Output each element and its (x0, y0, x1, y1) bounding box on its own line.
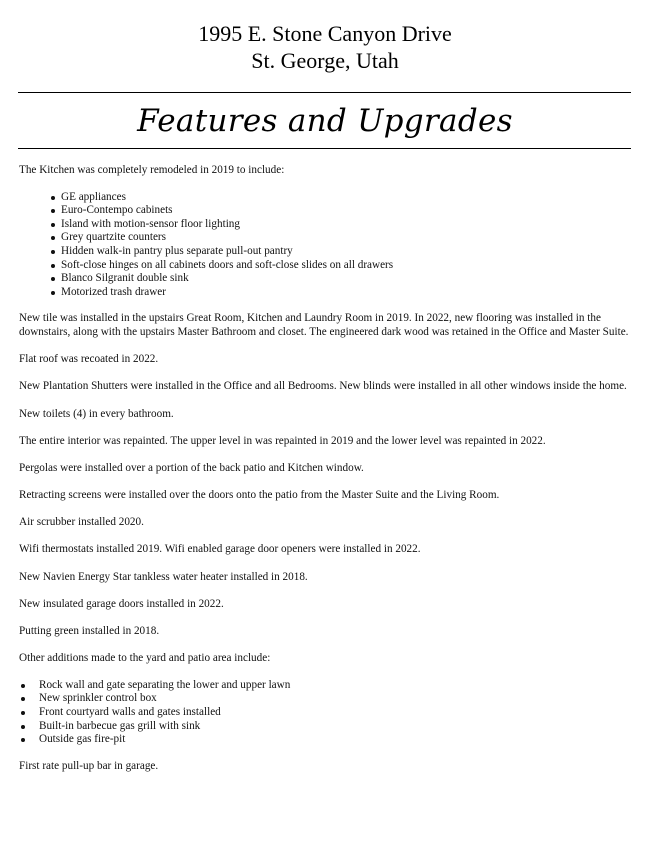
list-item: Motorized trash drawer (19, 286, 633, 300)
paragraph-closing: First rate pull-up bar in garage. (19, 759, 159, 772)
list-item: Outside gas fire-pit (19, 733, 633, 747)
yard-feature-list (19, 679, 633, 747)
kitchen-feature-list (19, 191, 633, 300)
paragraph-paint: The entire interior was repainted. The upper level in was repainted in 2019 and the lower level was repainted in 2022. (19, 434, 546, 447)
paragraph-roof: Flat roof was recoated in 2022. (19, 353, 159, 366)
list-item: Rock wall and gate separating the lower and upper lawn (19, 679, 633, 693)
paragraph-toilets: New toilets (4) in every bathroom. (19, 407, 174, 420)
list-item: GE appliances (19, 191, 633, 205)
paragraph-water-heater: New Navien Energy Star tankless water heater installed in 2018. (19, 570, 308, 583)
page-subtitle: Features and Upgrades (137, 103, 513, 139)
kitchen-intro: The Kitchen was completely remodeled in 2019 to include: (19, 164, 285, 176)
header-divider-bottom (18, 148, 631, 149)
yard-intro: Other additions made to the yard and patio area include: (19, 652, 271, 665)
address-line-city: St. George, Utah (251, 48, 399, 73)
list-item: Hidden walk-in pantry plus separate pull-out pantry (19, 245, 633, 259)
list-item: Built-in barbecue gas grill with sink (19, 720, 633, 734)
list-item: Soft-close hinges on all cabinets doors and soft-close slides on all drawers (19, 259, 633, 273)
paragraph-garage-doors: New insulated garage doors installed in 2022. (19, 597, 224, 610)
address-line-street: 1995 E. Stone Canyon Drive (198, 21, 452, 46)
document-body (19, 164, 633, 787)
list-item: Front courtyard walls and gates installed (19, 706, 633, 720)
paragraph-flooring: New tile was installed in the upstairs Great Room, Kitchen and Laundry Room in 2019. In 2022, new flooring was installed in the downstairs, along with the upstairs Master Bathroom and closet. The engineered dark wood was retained in the Office and Master Suite. (19, 312, 629, 338)
paragraph-thermostats: Wifi thermostats installed 2019. Wifi enabled garage door openers were installed in 2022. (19, 543, 421, 556)
paragraph-screens: Retracting screens were installed over the doors onto the patio from the Master Suite and the Living Room. (19, 489, 500, 502)
header-divider-top (18, 92, 631, 93)
list-item: Grey quartzite counters (19, 231, 633, 245)
paragraph-pergolas: Pergolas were installed over a portion of the back patio and Kitchen window. (19, 461, 364, 474)
list-item: Blanco Silgranit double sink (19, 272, 633, 286)
list-item: Island with motion-sensor floor lighting (19, 218, 633, 232)
list-item: New sprinkler control box (19, 692, 633, 706)
paragraph-air-scrubber: Air scrubber installed 2020. (19, 516, 144, 529)
document-header (0, 20, 650, 74)
paragraph-putting-green: Putting green installed in 2018. (19, 625, 160, 637)
list-item: Euro-Contempo cabinets (19, 204, 633, 218)
paragraph-shutters: New Plantation Shutters were installed in the Office and all Bedrooms. New blinds were installed in all other windows inside the home. (19, 380, 627, 393)
